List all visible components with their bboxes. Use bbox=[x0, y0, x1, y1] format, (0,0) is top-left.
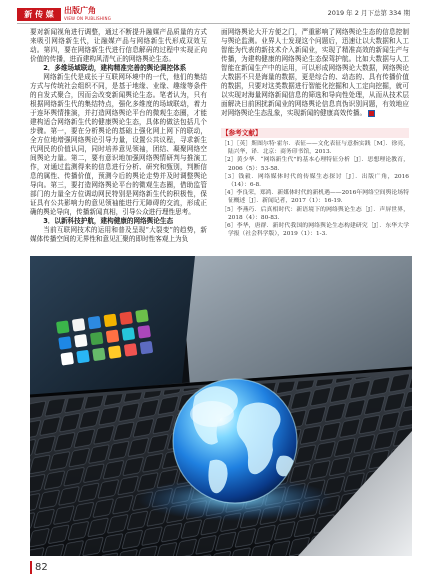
references-title: 【参考文献】 bbox=[221, 128, 409, 138]
paragraph: 网络新生代是成长于互联网环境中的一代，他们的集结方式与传统社会组织不同，是基于地缘、业缘、趣缘等条件的自发式聚合，因而会改变新闻舆论生态。笔者认为，只有根据网络新生代的集结特点，强化多维度的场域联动，着力于连环舆情推演，并打造网络舆论平台的微观生态圈，才能建构适合网络新生代的健康舆论生态，具体的做法包括几个步骤。第一，要在分析舆论的基础上强化网上网下的联动，全方位地增强网络舆论引导力量，设置公共议程，寻求新生代网民的价值认同，同时培养意见领袖，团结、凝聚网络空间舆论力量。第二，要有意识地加强网络舆情研判与推演工作，对通过监测得来的信息进行分析、研究和甄别，判断信息的属性、传播价值，预测今后的舆论走势并及时调整舆论导向。第三，要打造网络舆论平台的微观生态圈，借助监管部门的力量全方位调动网民特别是网络新生代的积极性，保证具有公共影响力的意见领袖能进行无障碍的交流，形成正确的舆论导向，传播新闻真相，引导公众进行理性思考。 bbox=[30, 73, 207, 216]
section-heading: 2．多维场域联动，建构精准完善的舆论调控体系 bbox=[43, 64, 187, 72]
page-number-bar bbox=[30, 561, 32, 574]
page-number: 82 bbox=[35, 562, 48, 573]
section-heading: 3．以新科技护航，建构健康的网络舆论生态 bbox=[43, 217, 174, 225]
section-label-badge: 新 传 媒 bbox=[17, 8, 61, 21]
issue-info: 2019 年 2 月下总第 334 期 bbox=[327, 9, 410, 17]
end-mark-icon bbox=[368, 110, 375, 117]
left-text-column bbox=[30, 28, 207, 254]
background-wall bbox=[180, 256, 412, 386]
magazine-name: 出版广角 bbox=[64, 6, 96, 15]
photo-graphic bbox=[30, 256, 412, 556]
magazine-english-name: VIEW ON PUBLISHING bbox=[64, 16, 111, 21]
globe-icon bbox=[173, 379, 297, 503]
paragraph: 当前互联网技术的运用和普及呈现“大裂变”的趋势，新媒体传播空间的无界性和意见汇聚的即时性客观上为负 bbox=[30, 226, 207, 243]
references-list bbox=[221, 140, 409, 238]
reference-item: ［1］［英］斯图尔特·霍尔．表征——文化表征与意指实践［M］．徐亮，陆兴华，译．北京：商务印书馆，2013． bbox=[221, 141, 409, 156]
reference-item: ［2］黄少华．“网络新生代”的基本心理特征分析［J］．思想理论教育，2006（5）：53-58． bbox=[221, 157, 409, 172]
paragraph-with-end-mark bbox=[221, 28, 409, 118]
header-divider bbox=[17, 23, 410, 24]
reference-item: ［4］李良荣，郑鸿．新媒体时代的新机遇——2016年网络空间舆论场特征概述［J］．新闻记者，2017（1）：16-19． bbox=[221, 190, 409, 205]
reference-item: ［5］李燕巧．后真相时代：新语境下的网络舆论生态［J］．声屏世界，2018（4）：80-83． bbox=[221, 206, 409, 221]
laptop-globe-photo bbox=[30, 256, 412, 556]
paragraph-text: 面网络舆论大开方便之门，严重影响了网络舆论生态的信息控制与舆论监测。业界人士发现这个问题后，迅速让以大数据和人工智能为代表的新技术介入新闻业，实现了精准高效的新闻生产与传播，为建构健康的网络舆论生态保驾护航。比如大数据与人工智能在新闻生产中的运用，可以形成网络舆论大数据，网络舆论大数据不只是海量的数据，更是综合的、动态的、具有传播价值的数据，只要对这类数据进行智能化挖掘和人工定向挖掘，就可以实现对海量网络新闻信息的筛选和导向性处理，从而从技术层面解决目前困扰新闻业的网络舆论信息真伪识别问题，有效地应对网络舆论生态乱象，实现新闻的健康高效传播。 bbox=[221, 28, 409, 117]
paragraph: 要对新闻视角进行调整，通过不断提升融媒产品质量的方式来吸引网络新生代，让融媒产品与网络新生代形成双效互动。第四，要在网络新生代进行信息解码的过程中实现正向价值的传播，进而建构风清气正的网络舆论生态。 bbox=[30, 28, 207, 63]
right-text-column bbox=[221, 28, 409, 254]
reference-item: ［3］钱毅．网络媒体时代的传媒生态探讨［J］．出版广角，2016（14）：6-8． bbox=[221, 173, 409, 189]
reference-item: ［6］李华，唐群．新时代我国的网络舆论生态构建研究［J］．东华大学学报（社会科学版），2019（1）：1-3． bbox=[221, 223, 409, 238]
